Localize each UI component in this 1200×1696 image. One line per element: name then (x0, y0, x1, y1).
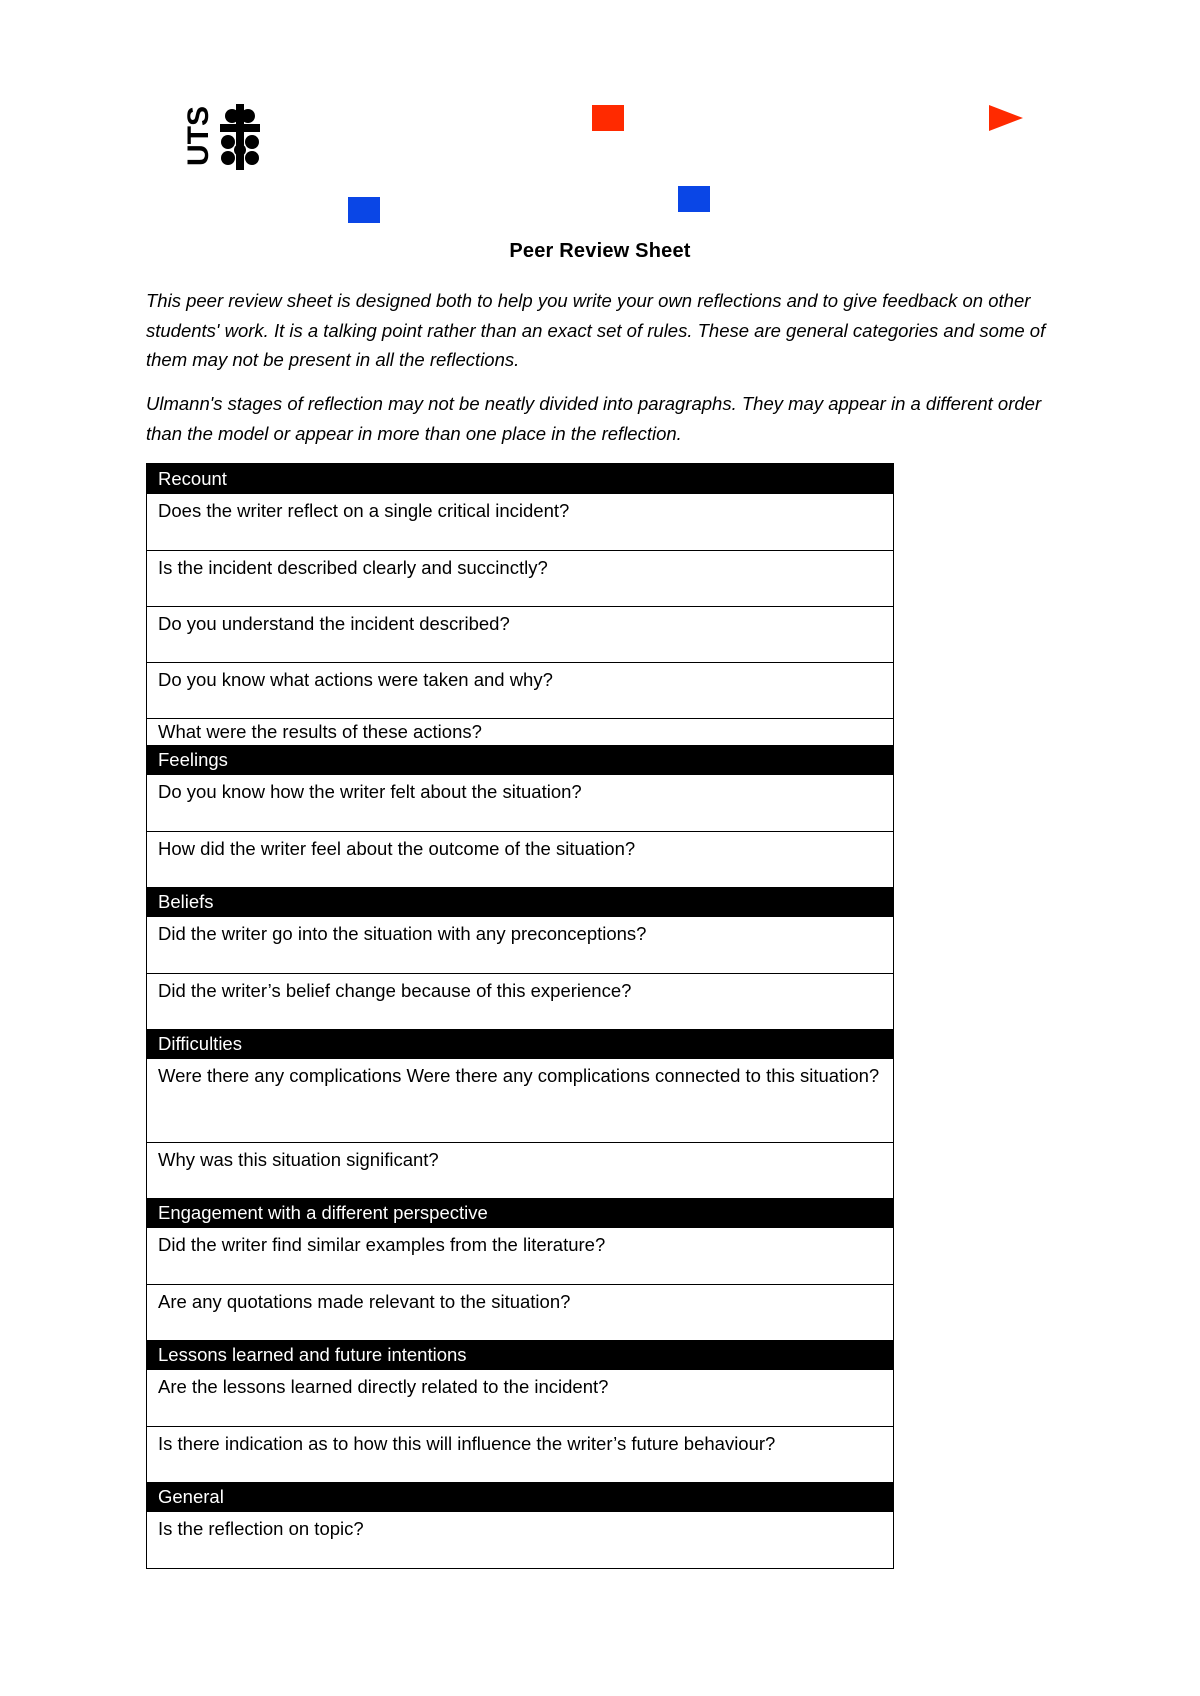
blue-square (348, 197, 380, 223)
uts-logo-text: UTS (182, 106, 215, 166)
section-heading: Feelings (147, 745, 893, 775)
section-heading: General (147, 1482, 893, 1512)
question-row: Are any quotations made relevant to the situation? (147, 1284, 893, 1340)
intro-paragraph: Ulmann's stages of reflection may not be neatly divided into paragraphs. They may appear in a different order than the model or appear in more than one place in the reflection. (146, 393, 1042, 444)
question-row: Why was this situation significant? (147, 1142, 893, 1198)
section-heading: Lessons learned and future intentions (147, 1340, 893, 1370)
question-row: Does the writer reflect on a single critical incident? (158, 500, 570, 521)
uts-logo (182, 104, 272, 170)
question-row: Are the lessons learned directly related to the incident? (158, 1376, 609, 1397)
question-row: Do you understand the incident described? (147, 606, 893, 662)
question-row: Were there any complications Were there any complications connected to this situation? (158, 1065, 880, 1086)
section-heading: Recount (147, 464, 893, 494)
question-row: Did the writer find similar examples from the literature? (158, 1234, 606, 1255)
red-square (592, 105, 624, 131)
question-row: Do you know how the writer felt about the situation? (158, 781, 582, 802)
question-row: Did the writer’s belief change because of this experience? (147, 973, 893, 1029)
question-row: Is the incident described clearly and succinctly? (147, 550, 893, 606)
question-row: What were the results of these actions? (147, 718, 893, 745)
question-row: Did the writer go into the situation with any preconceptions? (158, 923, 647, 944)
red-triangle-flag (989, 105, 1023, 131)
page-title: Peer Review Sheet (509, 240, 691, 262)
blue-square (678, 186, 710, 212)
question-row: How did the writer feel about the outcome of the situation? (147, 831, 893, 887)
review-table (146, 463, 894, 1569)
section-heading: Engagement with a different perspective (147, 1198, 893, 1228)
section-heading: Beliefs (147, 887, 893, 917)
question-row: Is the reflection on topic? (158, 1518, 364, 1539)
question-row: Do you know what actions were taken and why? (147, 662, 893, 718)
section-heading: Difficulties (147, 1029, 893, 1059)
question-row: Is there indication as to how this will influence the writer’s future behaviour? (147, 1426, 893, 1482)
intro-paragraph: This peer review sheet is designed both to help you write your own reflections and to give feedback on other students' work. It is a talking point rather than an exact set of rules. These are general categories and some of them may not be present in all the reflections. (146, 290, 1046, 370)
